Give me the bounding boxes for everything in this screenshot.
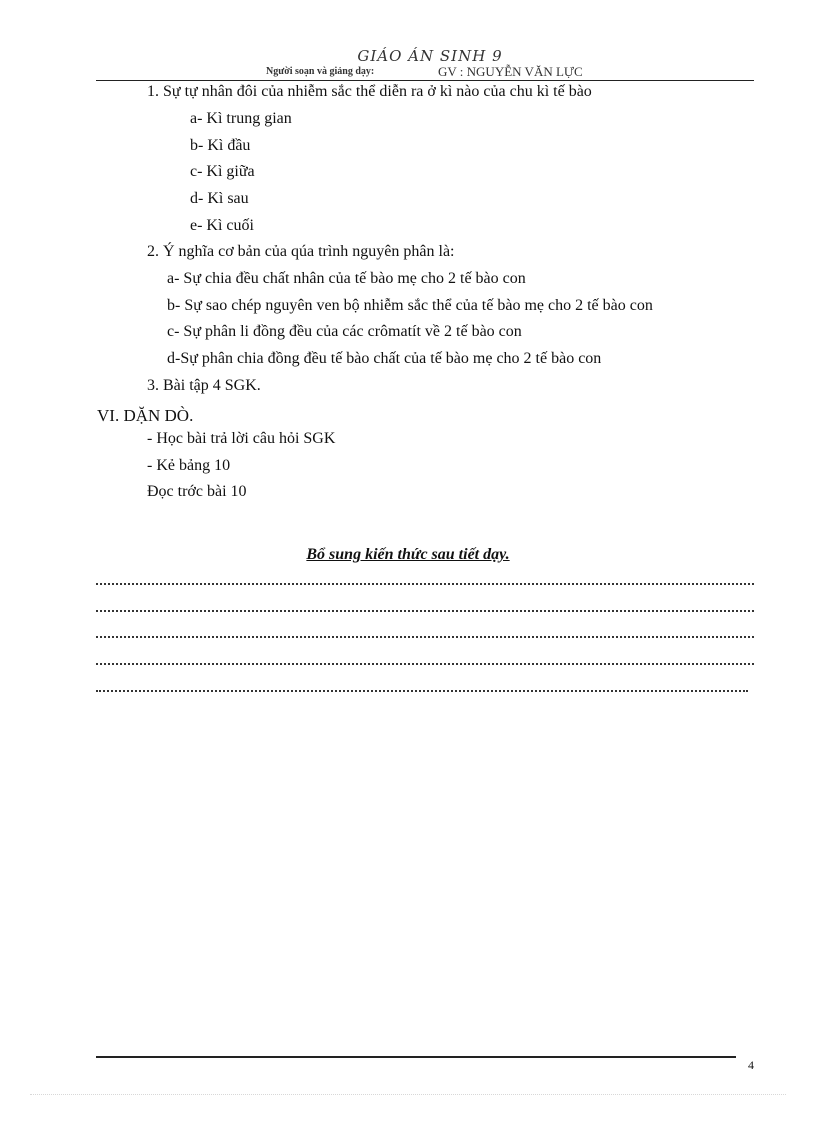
page-number: 4 <box>748 1058 754 1072</box>
page-bottom-border <box>30 1094 786 1095</box>
header-author-label: Người soạn và giảng dạy: <box>266 66 375 77</box>
question-1-option-c: c- Kì giữa <box>190 163 255 180</box>
section-vi-item-3: Đọc trớc bài 10 <box>147 483 247 500</box>
question-3: 3. Bài tập 4 SGK. <box>147 377 261 394</box>
question-1-option-b: b- Kì đầu <box>190 137 251 154</box>
dotted-line-3 <box>96 636 754 638</box>
section-vi-title: VI. DẶN DÒ. <box>97 406 194 425</box>
question-1-option-e: e- Kì cuối <box>190 217 254 234</box>
header-rule <box>96 80 754 81</box>
question-2-option-a: a- Sự chia đều chất nhân của tế bào mẹ cho 2 tế bào con <box>167 270 526 287</box>
question-1: 1. Sự tự nhân đôi của nhiễm sắc thể diễn ra ở kì nào của chu kì tế bào <box>147 83 592 100</box>
section-vi-item-2: - Kẻ bảng 10 <box>147 457 231 474</box>
section-vi-item-1: - Học bài trả lời câu hỏi SGK <box>147 430 336 447</box>
question-2: 2. Ý nghĩa cơ bản của qúa trình nguyên phân là: <box>147 243 455 260</box>
dotted-line-5 <box>96 690 748 692</box>
dotted-line-4 <box>96 663 754 665</box>
dotted-line-2 <box>96 610 754 612</box>
question-2-option-b: b- Sự sao chép nguyên ven bộ nhiễm sắc thể của tế bào mẹ cho 2 tế bào con <box>167 297 653 314</box>
header-author-name: GV : NGUYỄN VĂN LỰC <box>438 64 583 79</box>
question-1-option-d: d- Kì sau <box>190 190 249 207</box>
question-2-option-d: d-Sự phân chia đồng đều tế bào chất của tế bào mẹ cho 2 tế bào con <box>167 350 602 367</box>
dotted-line-1 <box>96 583 754 585</box>
page-header-title: GIÁO ÁN SINH 9 <box>357 47 503 65</box>
footer-rule <box>96 1056 736 1058</box>
supplement-title: Bổ sung kiến thức sau tiết dạy. <box>306 546 510 563</box>
question-1-option-a: a- Kì trung gian <box>190 110 292 127</box>
question-2-option-c: c- Sự phân li đồng đều của các crômatít về 2 tế bào con <box>167 323 522 340</box>
